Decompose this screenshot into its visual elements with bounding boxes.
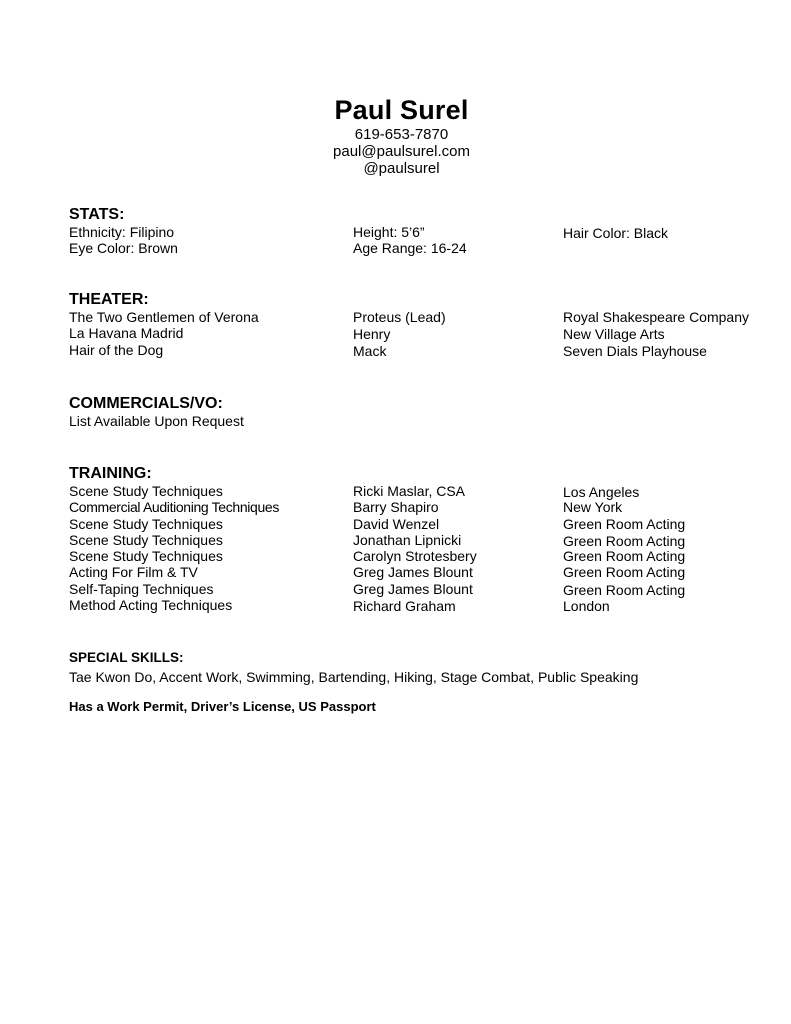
training-row [69, 581, 769, 597]
training-instructor: Richard Graham [353, 598, 456, 615]
training-location: Green Room Acting [563, 515, 686, 532]
training-location: Green Room Acting [563, 532, 686, 549]
theater-company: Royal Shakespeare Company [563, 309, 749, 325]
actor-name: Paul Surel [334, 95, 469, 125]
training-instructor: Greg James Blount [353, 580, 473, 597]
special-skills-title: SPECIAL SKILLS: [69, 650, 184, 665]
special-skills-text: Tae Kwon Do, Accent Work, Swimming, Bartending, Hiking, Stage Combat, Public Speaking [69, 669, 639, 685]
training-row [69, 483, 769, 499]
training-row [69, 548, 769, 564]
training-course: Scene Study Techniques [69, 483, 223, 499]
training-row [69, 597, 769, 613]
stats-eye-color: Eye Color: Brown [69, 240, 178, 257]
training-row [69, 499, 769, 515]
stats-row [69, 224, 769, 240]
stats-section [69, 206, 769, 257]
training-course: Scene Study Techniques [69, 531, 223, 548]
training-location: New York [563, 499, 623, 516]
training-location: Green Room Acting [563, 548, 686, 565]
training-instructor: Greg James Blount [353, 564, 473, 581]
training-row [69, 516, 769, 532]
training-location: Green Room Acting [563, 581, 686, 598]
theater-row [69, 325, 769, 341]
stats-age-range: Age Range: 16-24 [353, 240, 467, 257]
theater-production: The Two Gentlemen of Verona [69, 309, 259, 325]
theater-title: THEATER: [69, 291, 149, 308]
stats-height: Height: 5’6” [353, 224, 425, 240]
training-row [69, 564, 769, 580]
social-handle: @paulsurel [363, 160, 440, 177]
training-course: Scene Study Techniques [69, 515, 223, 532]
phone-number: 619-653-7870 [354, 126, 449, 143]
training-course: Self-Taping Techniques [69, 580, 214, 597]
stats-title: STATS: [69, 206, 125, 223]
stats-row [69, 240, 769, 256]
training-course: Commercial Auditioning Techniques [69, 499, 279, 516]
training-course: Method Acting Techniques [69, 597, 233, 614]
theater-company: New Village Arts [563, 326, 665, 343]
theater-role: Henry [353, 326, 391, 343]
training-instructor: Barry Shapiro [353, 499, 439, 516]
stats-hair-color: Hair Color: Black [563, 225, 669, 241]
theater-company: Seven Dials Playhouse [563, 342, 707, 359]
resume-header [0, 94, 791, 177]
training-title: TRAINING: [69, 465, 152, 482]
commercials-title: COMMERCIALS/VO: [69, 395, 223, 412]
stats-ethnicity: Ethnicity: Filipino [69, 224, 175, 240]
training-location: Los Angeles [563, 484, 640, 500]
training-row [69, 532, 769, 548]
training-instructor: Carolyn Strotesbery [353, 548, 477, 565]
training-instructor: Jonathan Lipnicki [353, 531, 462, 548]
theater-production: La Havana Madrid [69, 325, 184, 342]
training-instructor: David Wenzel [353, 515, 440, 532]
training-instructor: Ricki Maslar, CSA [353, 483, 466, 499]
email-address: paul@paulsurel.com [333, 143, 470, 160]
theater-role: Proteus (Lead) [353, 309, 446, 325]
permits-text: Has a Work Permit, Driver’s License, US Passport [69, 699, 376, 714]
training-course: Acting For Film & TV [69, 564, 198, 581]
theater-row [69, 309, 769, 325]
training-location: London [563, 598, 610, 615]
training-course: Scene Study Techniques [69, 548, 223, 565]
theater-row [69, 342, 769, 358]
theater-section [69, 291, 769, 358]
commercials-text: List Available Upon Request [69, 413, 244, 429]
theater-production: Hair of the Dog [69, 341, 164, 358]
permits-section [69, 699, 769, 715]
training-section [69, 465, 769, 613]
special-skills-section [69, 650, 769, 685]
training-location: Green Room Acting [563, 564, 686, 581]
commercials-section [69, 395, 769, 429]
theater-role: Mack [353, 342, 387, 359]
